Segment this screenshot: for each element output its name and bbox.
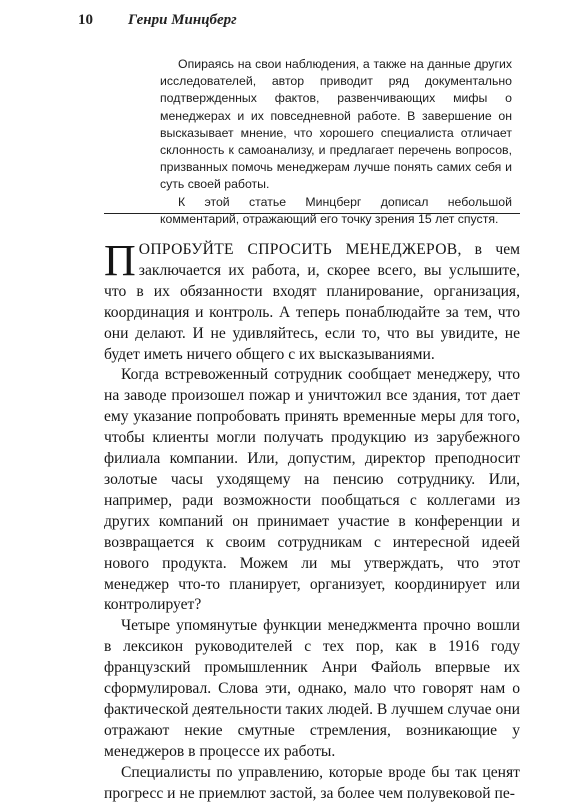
abstract-paragraph: Опираясь на свои наблюдения, а также на данные других исследователей, автор приводит ряд документально подтвержденных фактов, развенчивающих мифы о менеджерах и их повседневной работе. В завершение он высказывает мнение, что хорошего специалиста отличает склонность к самоанализу, и предлагает перечень вопросов, призванных помочь менеджерам лучше понять самих себя и суть своей работы. <box>160 57 512 192</box>
abstract-paragraph: К этой статье Минцберг дописал небольшой комментарий, отражающий его точку зрения 15 лет спустя. <box>160 194 512 226</box>
body-paragraph: Четыре упомянутые функции менеджмента прочно вошли в лексикон руководителей с тех пор, как в 1916 году французский промышленник Анри Файоль впервые их сформулировал. Слова эти, однако, мало что говорят нам о фактической деятельности таких людей. В лучшем случае они отражают некие смутные стремления, возникающие у менеджеров в процессе их работы. <box>104 617 520 760</box>
body-paragraph: Когда встревоженный сотрудник сообщает менеджеру, что на заводе произошел пожар и уничтожил все здания, тот дает ему указание попробовать принять временные меры для того, чтобы клиенты могли получать продукцию из зарубежного филиала компании. Или, допустим, директор преподносит золотые часы уходящему на пенсию сотруднику. Или, например, ради возможности пообщаться с коллегами из других компаний он принимает участие в конференции и возвращается к своим сотрудникам с интересной идеей нового продукта. Можем ли мы утверждать, что этот менеджер что-то планирует, организует, координирует или контролирует? <box>104 366 520 614</box>
article-body <box>104 236 520 804</box>
body-paragraph: Специалисты по управлению, которые вроде бы так ценят прогресс и не приемлют застой, за более чем полувековой пе- <box>104 763 520 802</box>
first-paragraph-text: , в чем заключается их работа, и, скорее всего, вы услышите, что в их обязанности входят планирование, организация, координация и контроль. А теперь понаблюдайте за тем, что они делают. И не удивляйтесь, если то, что вы увидите, не будет иметь ничего общего с их высказываниями. <box>104 241 520 363</box>
running-head: Генри Минцберг <box>128 12 237 28</box>
body-paragraph <box>104 236 520 365</box>
section-divider <box>104 213 520 214</box>
lead-in-caps: ОПРОБУЙТЕ СПРОСИТЬ МЕНЕДЖЕРОВ <box>138 241 458 258</box>
page-number: 10 <box>78 12 93 28</box>
page-header <box>78 12 521 32</box>
drop-cap: П <box>104 236 136 285</box>
article-abstract <box>160 56 512 228</box>
